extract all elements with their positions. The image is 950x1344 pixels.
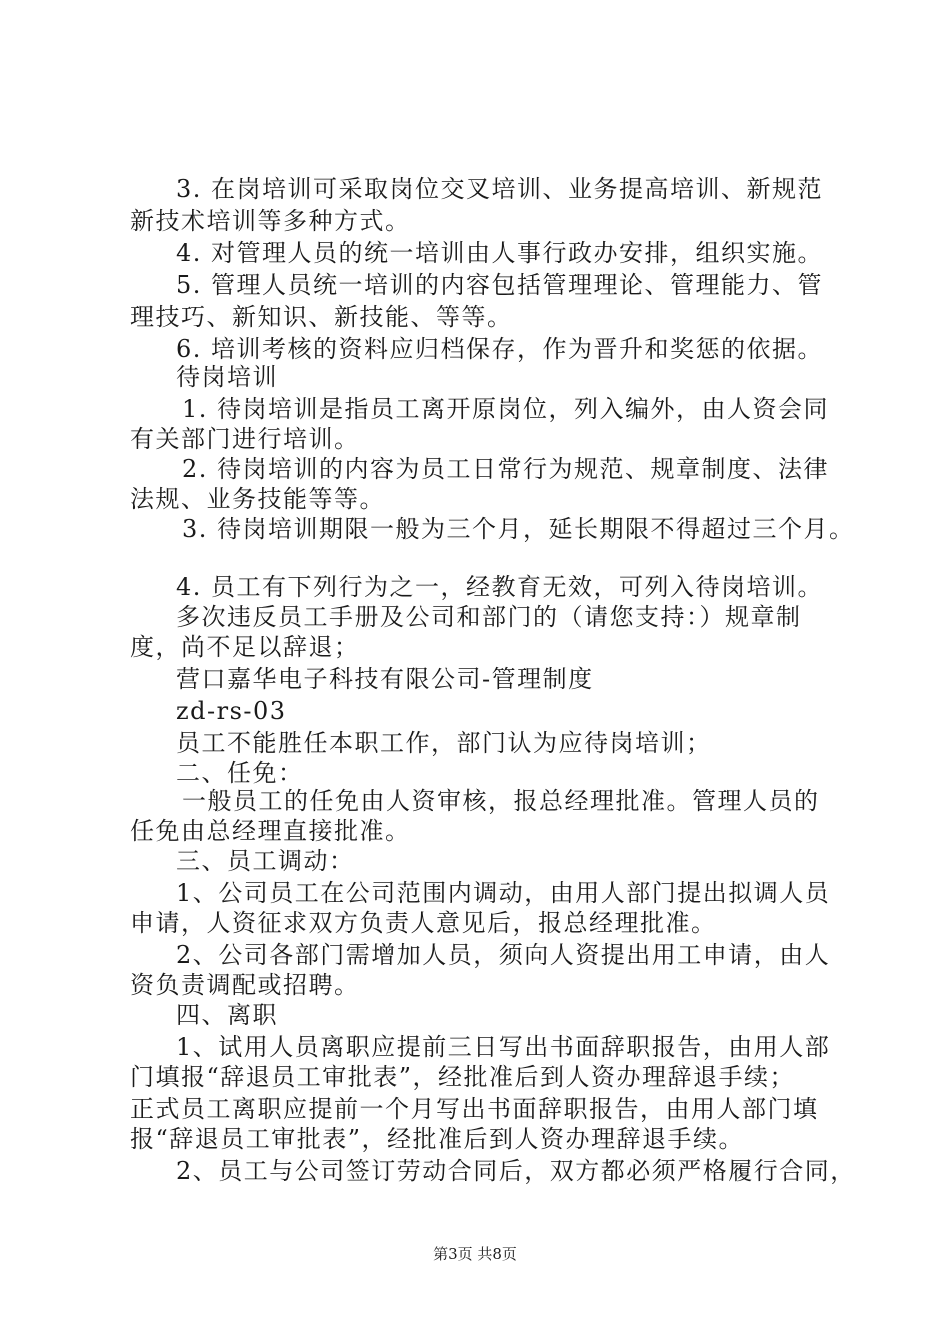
text-line: 资负责调配或招聘。 [130, 971, 360, 999]
text-line: 2. 待岗培训的内容为员工日常行为规范、规章制度、法律 [182, 455, 830, 483]
text-line: 有关部门进行培训。 [130, 425, 360, 453]
section-heading: 四、离职 [176, 1001, 278, 1029]
section-heading: 待岗培训 [176, 363, 278, 391]
text-line: 4. 对管理人员的统一培训由人事行政办安排，组织实施。 [176, 239, 824, 267]
text-line: 3. 待岗培训期限一般为三个月，延长期限不得超过三个月。 [182, 515, 855, 543]
text-line: 一般员工的任免由人资审核，报总经理批准。管理人员的 [182, 787, 820, 815]
text-line: 营口嘉华电子科技有限公司-管理制度 [176, 665, 594, 693]
text-line: 法规、业务技能等等。 [130, 485, 385, 513]
text-line: 新技术培训等多种方式。 [130, 207, 411, 235]
text-line: 2、公司各部门需增加人员，须向人资提出用工申请，由人 [176, 941, 831, 969]
section-heading: 三、员工调动： [176, 847, 355, 875]
text-line: 任免由总经理直接批准。 [130, 817, 411, 845]
text-line: 2、员工与公司签订劳动合同后，双方都必须严格履行合同， [176, 1157, 856, 1185]
text-line: 员工不能胜任本职工作，部门认为应待岗培训； [176, 729, 712, 757]
section-heading: 二、任免： [176, 759, 304, 787]
text-line: 多次违反员工手册及公司和部门的（请您支持：）规章制 [176, 603, 802, 631]
text-line: 1、公司员工在公司范围内调动，由用人部门提出拟调人员 [176, 879, 831, 907]
text-line: 6. 培训考核的资料应归档保存，作为晋升和奖惩的依据。 [176, 335, 824, 363]
text-line: 理技巧、新知识、新技能、等等。 [130, 303, 513, 331]
text-line: 报“辞退员工审批表”，经批准后到人资办理辞退手续。 [130, 1125, 745, 1153]
text-line: 度，尚不足以辞退； [130, 633, 360, 661]
text-line: zd-rs-03 [176, 697, 287, 725]
text-line: 3. 在岗培训可采取岗位交叉培训、业务提高培训、新规范 [176, 175, 824, 203]
text-line: 1、试用人员离职应提前三日写出书面辞职报告，由用人部 [176, 1033, 831, 1061]
text-line: 4. 员工有下列行为之一，经教育无效，可列入待岗培训。 [176, 573, 824, 601]
text-line: 1. 待岗培训是指员工离开原岗位，列入编外，由人资会同 [182, 395, 830, 423]
text-line: 门填报“辞退员工审批表”，经批准后到人资办理辞退手续； [130, 1063, 796, 1091]
text-line: 申请，人资征求双方负责人意见后，报总经理批准。 [130, 909, 717, 937]
text-line: 5. 管理人员统一培训的内容包括管理理论、管理能力、管 [176, 271, 824, 299]
page-number: 第3页 共8页 [433, 1245, 517, 1263]
text-line: 正式员工离职应提前一个月写出书面辞职报告，由用人部门填 [130, 1095, 819, 1123]
